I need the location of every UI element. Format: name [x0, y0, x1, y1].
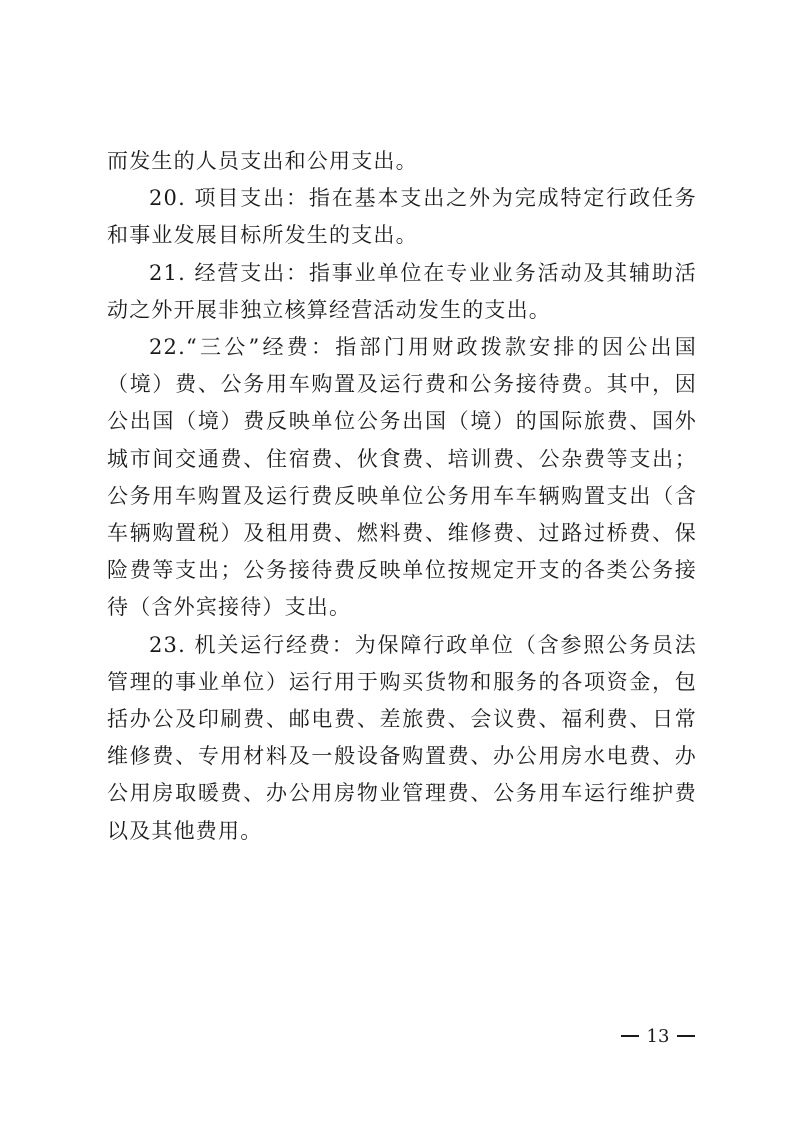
- page-number: 13: [646, 1025, 670, 1047]
- paragraph-item-23: 23. 机关运行经费：为保障行政单位（含参照公务员法管理的事业单位）运行用于购买货物和服务的各项资金，包括办公及印刷费、邮电费、差旅费、会议费、福利费、日常维修费、专用材料及一般设备购置费、办公用房水电费、办公用房取暖费、办公用房物业管理费、公务用车运行维护费以及其他费用。: [107, 632, 697, 843]
- document-body: [107, 143, 697, 850]
- footer-dash-right: [677, 1035, 695, 1037]
- paragraph-continuation: 而发生的人员支出和公用支出。: [107, 149, 418, 173]
- paragraph-item-21: 21. 经营支出：指事业单位在专业业务活动及其辅助活动之外开展非独立核算经营活动发生的支出。: [107, 260, 697, 322]
- page-footer: [618, 1024, 698, 1048]
- footer-dash-left: [621, 1035, 639, 1037]
- paragraph-item-22: 22.“三公”经费：指部门用财政拨款安排的因公出国（境）费、公务用车购置及运行费和公务接待费。其中，因公出国（境）费反映单位公务出国（境）的国际旅费、国外城市间交通费、住宿费、伙食费、培训费、公杂费等支出；公务用车购置及运行费反映单位公务用车车辆购置支出（含车辆购置税）及租用费、燃料费、维修费、过路过桥费、保险费等支出；公务接待费反映单位按规定开支的各类公务接待（含外宾接待）支出。: [107, 335, 697, 620]
- paragraph-item-20: 20. 项目支出：指在基本支出之外为完成特定行政任务和事业发展目标所发生的支出。: [107, 186, 697, 248]
